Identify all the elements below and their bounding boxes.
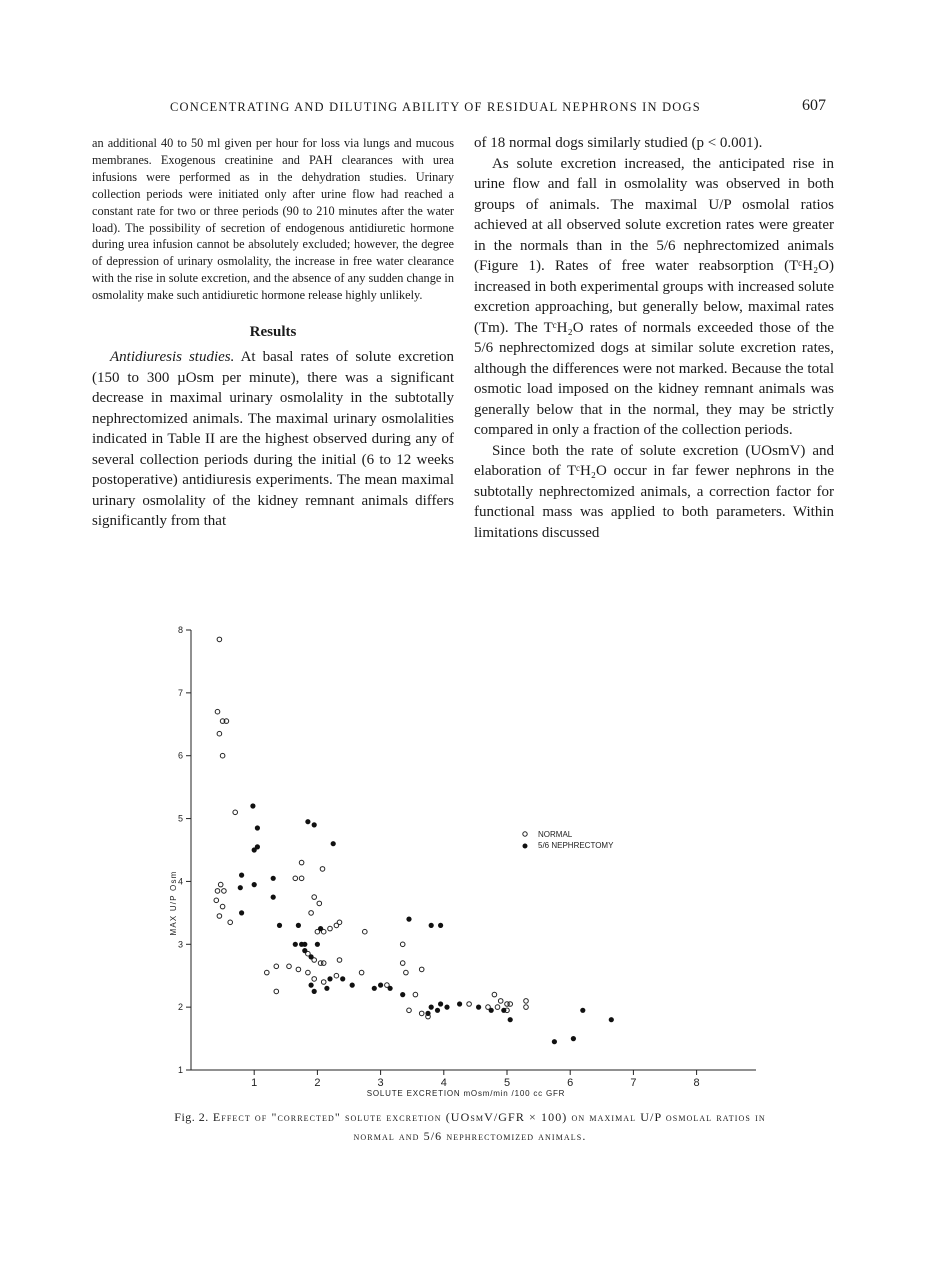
normal-point (337, 920, 342, 925)
right-paragraph-2: Since both the rate of solute excretion (UOsmV) and elaboration of TᶜH₂O occur in far fewer nephrons in the subtotally nephrectomized animals, a correction factor for functional mass was applied to both parameters. Within limitations discussed (474, 442, 834, 541)
normal-point (214, 898, 219, 903)
y-tick-label: 8 (177, 625, 183, 635)
normal-point (217, 914, 222, 919)
normal-point (407, 1008, 412, 1013)
x-tick-label: 7 (630, 1077, 637, 1089)
nephrectomy-point (378, 983, 383, 988)
chart-axes (178, 625, 756, 1089)
nephrectomy-point (429, 923, 434, 928)
normal-point (274, 989, 279, 994)
figure-caption (160, 1108, 780, 1146)
normal-point (495, 1005, 500, 1010)
legend-normal-marker (523, 832, 527, 836)
normal-point (413, 992, 418, 997)
nephrectomy-point (271, 876, 276, 881)
normal-point (293, 876, 298, 881)
results-heading: Results (249, 324, 297, 341)
x-tick-label: 1 (251, 1077, 258, 1089)
nephrectomy-point (406, 917, 411, 922)
nephrectomy-point (571, 1036, 576, 1041)
y-axis-label: MAX U/P Osm (169, 870, 178, 936)
normal-point (299, 876, 304, 881)
nephrectomy-point (309, 954, 314, 959)
nephrectomy-point (239, 910, 244, 915)
nephrectomy-point (372, 986, 377, 991)
methods-paragraph: an additional 40 to 50 ml given per hour for loss via lungs and mucous membranes. Exogenous creatinine and PAH clearances with urea infusions were performed as in the dehydration studies. Urinary collection periods were initiated only after urine flow had reached a constant rate for two or three periods (90 to 210 minutes after the water load). The possibility of secretion of endogenous antidiuretic hormone during urea infusion cannot be absolutely excluded; however, the degree of depression of urinary osmolality, the increase in free water clearance with the rise in solute excretion, and the absence of any sudden change in osmolality make such antidiuretic hormone release highly unlikely. (92, 136, 454, 303)
nephrectomy-point (309, 983, 314, 988)
normal-point (217, 637, 222, 642)
normal-point (524, 999, 529, 1004)
nephrectomy-point (476, 1005, 481, 1010)
y-tick-label: 3 (177, 939, 183, 950)
x-tick-label: 6 (567, 1077, 574, 1089)
x-tick-label: 8 (693, 1077, 700, 1089)
normal-point (287, 964, 292, 969)
nephrectomy-point (312, 822, 317, 827)
x-tick-label: 3 (377, 1077, 384, 1089)
nephrectomy-point (312, 989, 317, 994)
nephrectomy-point (318, 926, 323, 931)
legend (523, 830, 615, 850)
nephrectomy-point (239, 873, 244, 878)
page-number: 607 (802, 97, 826, 114)
normal-point (404, 970, 409, 975)
series-nephrectomy (238, 803, 614, 1044)
caption-text: Effect of "corrected" solute excretion (UOsmV/GFR × 100) on maximal U/P osmolal ratios in normal and 5/6 nephrectomized animals. (212, 1110, 766, 1143)
normal-point (296, 967, 301, 972)
y-tick-label: 6 (177, 750, 183, 761)
nephrectomy-point (252, 882, 257, 887)
normal-point (320, 867, 325, 872)
nephrectomy-point (302, 942, 307, 947)
normal-point (492, 992, 497, 997)
normal-point (400, 961, 405, 966)
normal-point (334, 973, 339, 978)
nephrectomy-point (489, 1008, 494, 1013)
normal-point (217, 731, 222, 736)
nephrectomy-point (609, 1017, 614, 1022)
normal-point (419, 1011, 424, 1016)
nephrectomy-point (438, 923, 443, 928)
normal-point (233, 810, 238, 815)
nephrectomy-point (350, 983, 355, 988)
normal-point (222, 889, 227, 894)
nephrectomy-point (324, 986, 329, 991)
right-paragraph-1: As solute excretion increased, the anticipated rise in urine flow and fall in osmolality was observed in both groups of animals. The maximal U/P osmolal ratios achieved at all observed solute excretion rates were greater in the normals than in the 5/6 nephrectomized animals (Figure 1). Rates of free water reabsorption (TᶜH₂O) increased in both experimental groups with increased solute excretion approaching, but generally below, maximal rates (Tm). The TᶜH₂O rates of normals exceeded those of the 5/6 nephrectomized dogs at similar solute excretion rates, although the differences were not marked. Because the total osmotic load imposed on the kidney remnant animals was generally below that in the normal, they may be strictly compared in only a fraction of the collection periods. (474, 155, 834, 438)
legend-nephrectomy-label: 5/6 NEPHRECTOMY (538, 841, 614, 850)
nephrectomy-point (435, 1008, 440, 1013)
running-head: CONCENTRATING AND DILUTING ABILITY OF RESIDUAL NEPHRONS IN DOGS (170, 100, 701, 114)
results-runin: Antidiuresis studies. (110, 349, 235, 366)
nephrectomy-point (429, 1005, 434, 1010)
x-tick-label: 4 (440, 1077, 447, 1089)
normal-point (274, 964, 279, 969)
nephrectomy-point (425, 1011, 430, 1016)
nephrectomy-point (277, 923, 282, 928)
nephrectomy-point (580, 1008, 585, 1013)
normal-point (265, 970, 270, 975)
y-tick-label: 4 (177, 876, 183, 887)
nephrectomy-point (271, 895, 276, 900)
normal-point (228, 920, 233, 925)
nephrectomy-point (331, 841, 336, 846)
x-tick-label: 5 (503, 1077, 511, 1089)
normal-point (337, 958, 342, 963)
y-tick-label: 2 (177, 1002, 183, 1013)
normal-point (309, 911, 314, 916)
nephrectomy-point (508, 1017, 513, 1022)
normal-point (508, 1002, 513, 1007)
nephrectomy-point (305, 819, 310, 824)
x-axis-label: SOLUTE EXCRETION mOsm/min /100 cc GFR (366, 1089, 566, 1098)
legend-normal-label: NORMAL (538, 830, 573, 839)
normal-point (215, 709, 220, 714)
nephrectomy-point (250, 803, 255, 808)
normal-point (312, 895, 317, 900)
series-normal (214, 637, 528, 1019)
nephrectomy-point (457, 1001, 462, 1006)
nephrectomy-point (293, 942, 298, 947)
y-tick-label: 1 (177, 1065, 183, 1075)
y-tick-label: 5 (177, 813, 183, 824)
nephrectomy-point (252, 847, 257, 852)
caption-label: Fig. 2. (174, 1110, 209, 1124)
nephrectomy-point (552, 1039, 557, 1044)
normal-point (321, 961, 326, 966)
normal-point (220, 753, 225, 758)
results-text: At basal rates of solute excretion (150 to 300 µOsm per minute), there was a significant decrease in maximal urinary osmolality in the subtotally nephrectomized animals. The maximal urinary osmolalities indicated in Table II are the highest observed during any of several collection periods during the initial (6 to 12 weeks postoperative) antidiuresis experiments. The mean maximal urinary osmolality of the kidney remnant animals differs significantly from that (92, 349, 454, 530)
nephrectomy-point (444, 1005, 449, 1010)
nephrectomy-point (255, 825, 260, 830)
normal-point (498, 999, 503, 1004)
normal-point (218, 882, 223, 887)
normal-point (419, 967, 424, 972)
normal-point (400, 942, 405, 947)
normal-point (359, 970, 364, 975)
normal-point (312, 977, 317, 982)
legend-nephrectomy-marker (523, 844, 528, 849)
nephrectomy-point (388, 986, 393, 991)
continuation-paragraph: of 18 normal dogs similarly studied (p < 0.001). (474, 135, 763, 151)
nephrectomy-point (238, 885, 243, 890)
nephrectomy-point (315, 942, 320, 947)
x-tick-label: 2 (314, 1077, 321, 1089)
normal-point (220, 904, 225, 909)
nephrectomy-point (438, 1001, 443, 1006)
nephrectomy-point (296, 923, 301, 928)
normal-point (467, 1002, 472, 1007)
nephrectomy-point (302, 948, 307, 953)
normal-point (524, 1005, 529, 1010)
normal-point (321, 980, 326, 985)
normal-point (215, 889, 220, 894)
normal-point (306, 970, 311, 975)
nephrectomy-point (501, 1008, 506, 1013)
normal-point (299, 860, 304, 865)
normal-point (328, 926, 333, 931)
nephrectomy-point (327, 976, 332, 981)
normal-point (317, 901, 322, 906)
normal-point (363, 929, 368, 934)
nephrectomy-point (340, 976, 345, 981)
y-tick-label: 7 (177, 687, 183, 698)
nephrectomy-point (400, 992, 405, 997)
